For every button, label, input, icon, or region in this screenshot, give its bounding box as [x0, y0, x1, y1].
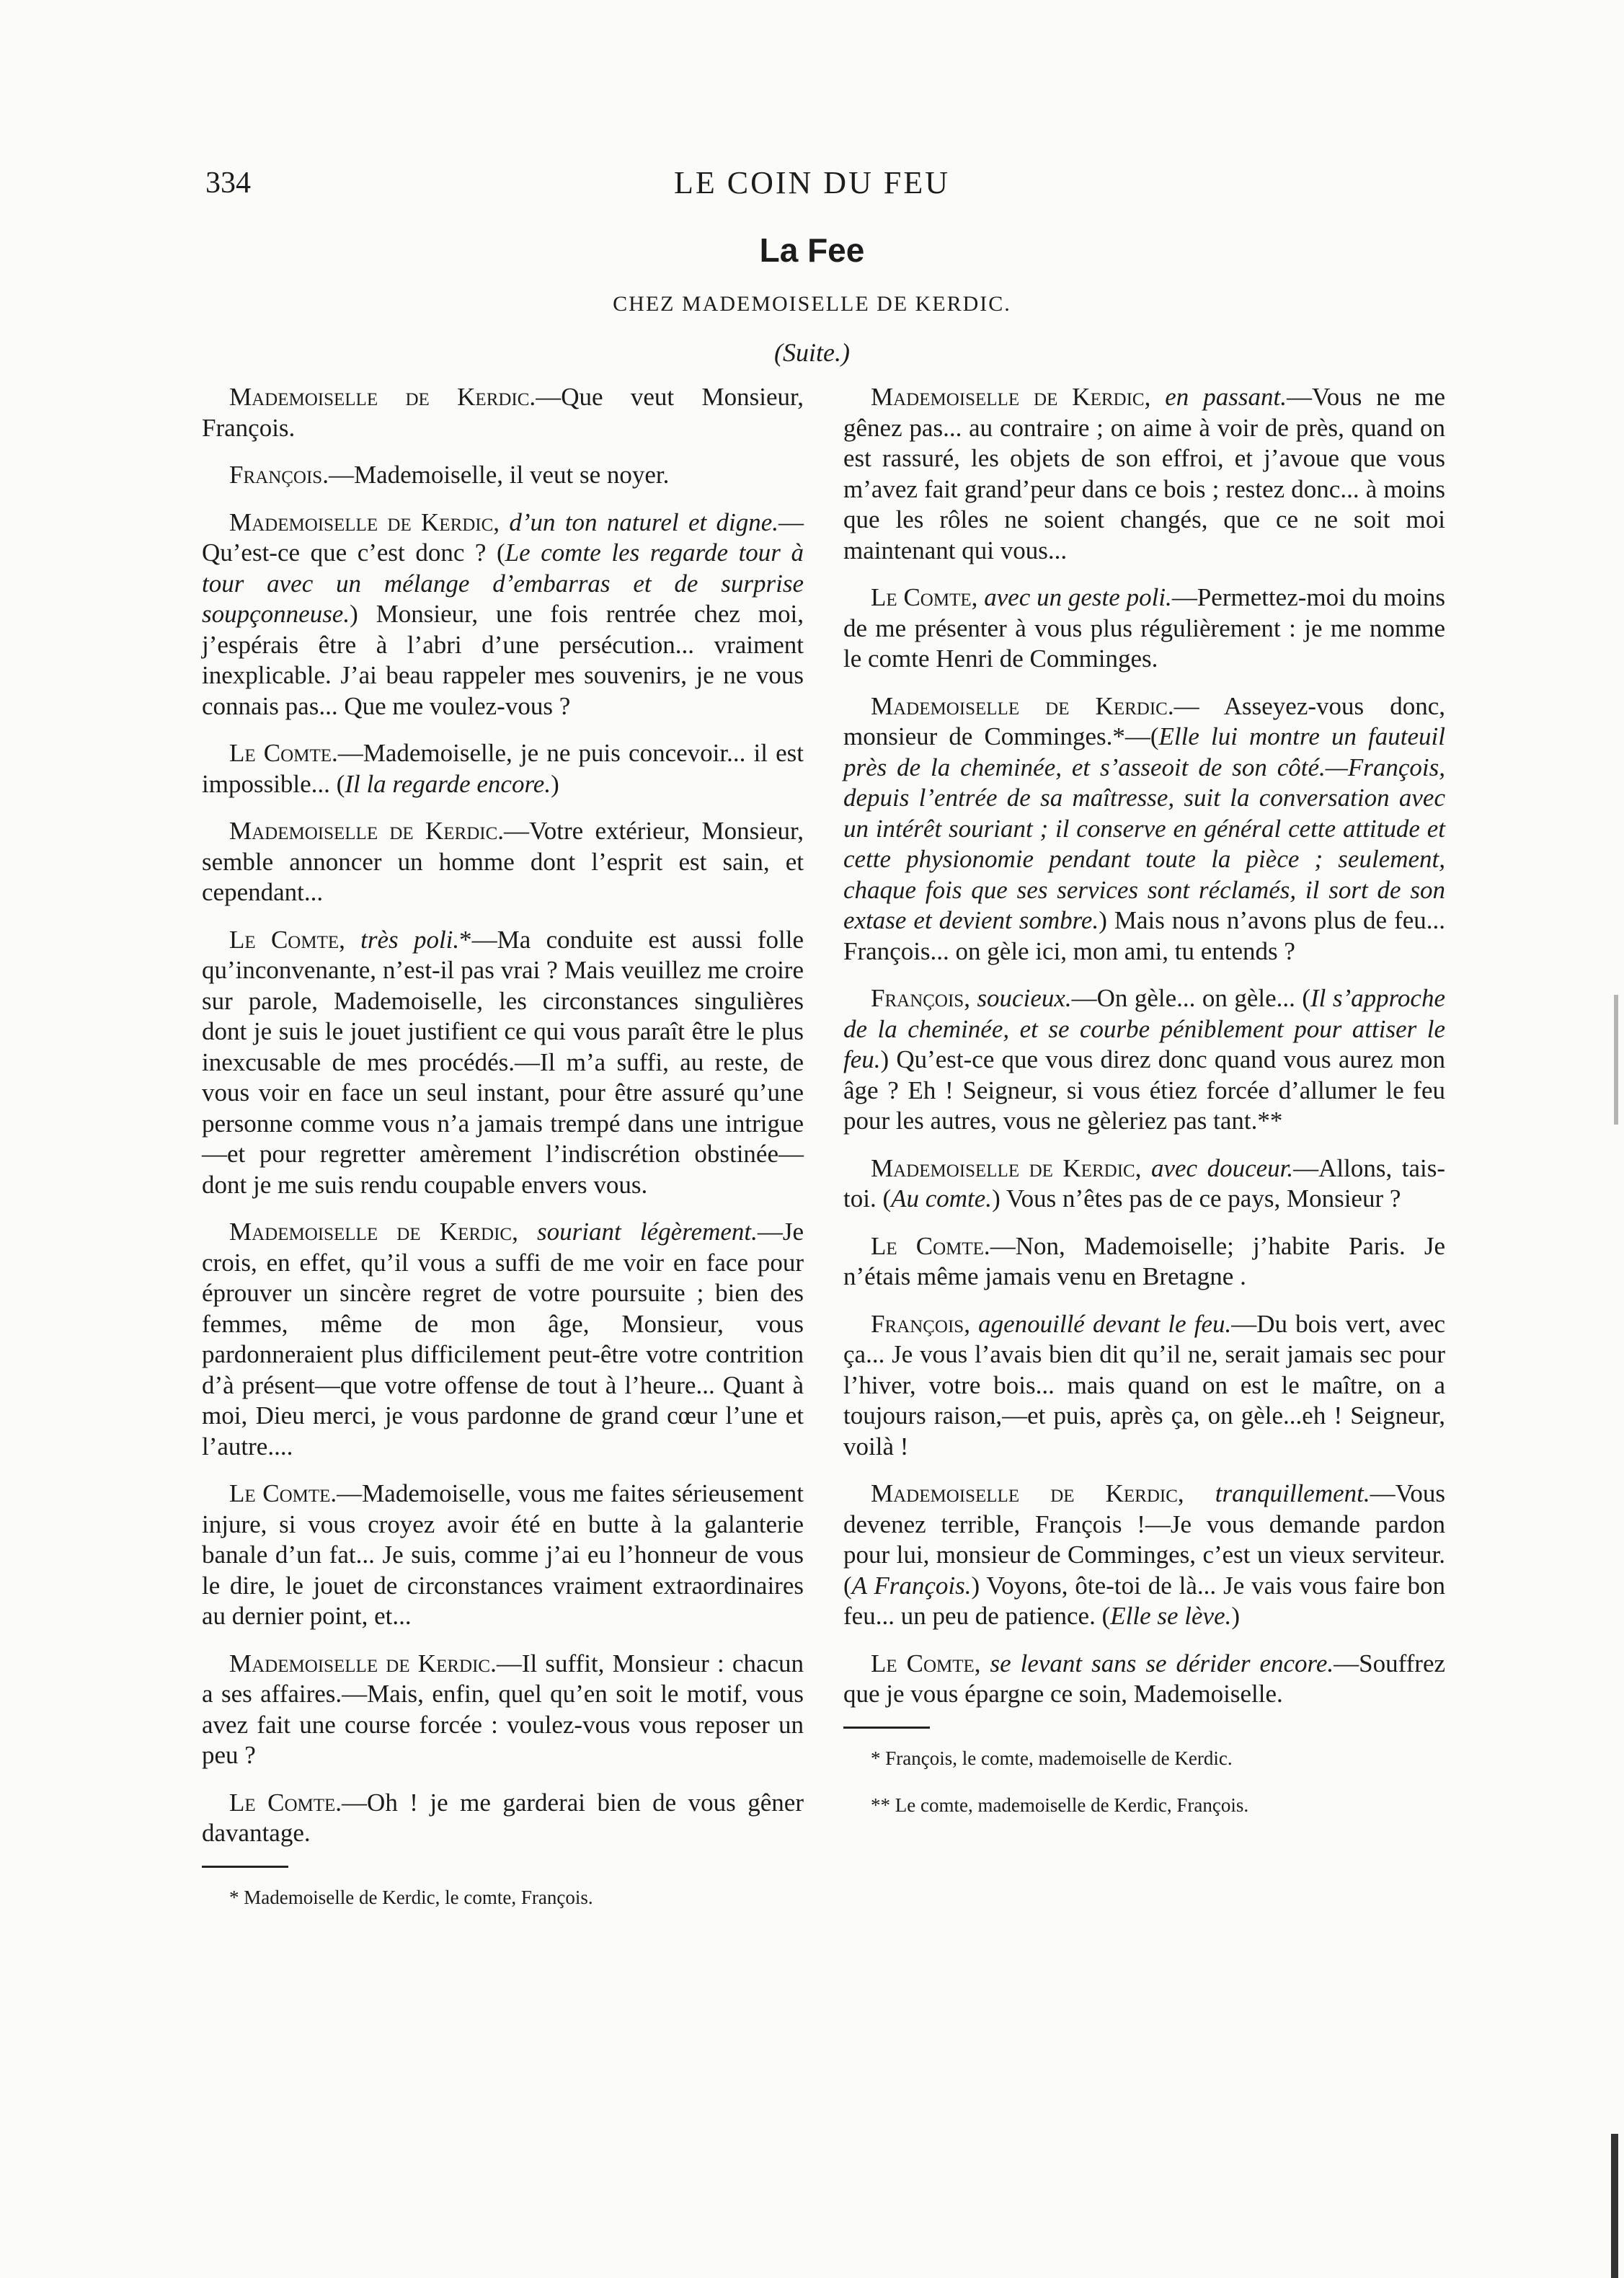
speaker-name: Le Comte.	[229, 739, 338, 767]
dialogue-text: —Qu’est-ce que c’est donc ? (	[202, 508, 804, 567]
dialogue-paragraph	[843, 1649, 1445, 1710]
speaker-name: Mademoiselle de Kerdic.	[229, 1649, 497, 1678]
dialogue-text: ) Vous n’êtes pas de ce pays, Monsieur ?	[992, 1184, 1401, 1213]
dialogue-paragraph	[843, 1309, 1445, 1463]
left-column-text	[202, 382, 804, 1849]
dialogue-text: —Que veut Monsieur, François.	[202, 383, 804, 442]
footnote: ** Le comte, mademoiselle de Kerdic, François.	[871, 1794, 1249, 1816]
continuation-note: (Suite.)	[774, 338, 850, 367]
dialogue-text: ) Mais nous n’avons plus de feu... François... on gèle ici, mon ami, tu entends ?	[843, 906, 1446, 965]
dialogue-text	[1141, 1154, 1151, 1182]
dialogue-paragraph	[202, 1479, 804, 1632]
footnote: * François, le comte, mademoiselle de Kerdic.	[871, 1747, 1233, 1769]
dialogue-text	[518, 1218, 537, 1246]
dialogue-text: —Non, Mademoiselle; j’habite Paris. Je n’étais même jamais venu en Bretagne .	[843, 1231, 1445, 1290]
right-column-text	[843, 382, 1445, 1710]
speaker-name: Mademoiselle de Kerdic.	[871, 691, 1174, 720]
footnote-rule	[843, 1727, 930, 1729]
stage-direction: avec douceur.	[1150, 1153, 1294, 1182]
dialogue-text: —Votre extérieur, Monsieur, semble annoncer un homme dont l’esprit est sain, et cependant...	[202, 817, 804, 906]
dialogue-paragraph	[202, 816, 804, 908]
speaker-name: Mademoiselle de Kerdic.	[229, 817, 505, 845]
stage-direction: souriant légèrement.	[537, 1218, 758, 1246]
page-number: 334	[205, 167, 251, 200]
right-column-footnotes	[843, 1743, 1445, 1820]
dialogue-paragraph	[843, 582, 1445, 675]
dialogue-paragraph	[202, 738, 804, 799]
left-column-footnotes	[202, 1882, 804, 1913]
dialogue-text	[977, 583, 984, 611]
speaker-name: Le Comte.	[229, 1788, 342, 1817]
dialogue-text: ) Monsieur, une fois rentrée chez moi, j’espérais être à l’abri d’une persécution... vraiment inexplicable. J’ai beau rappeler mes souvenirs, je ne vous connais pas... Que me voulez-vous ?	[202, 600, 804, 720]
dialogue-paragraph	[843, 1231, 1445, 1293]
stage-direction: d’un ton naturel et digne.	[509, 508, 779, 536]
dialogue-text: —Oh ! je me garderai bien de vous gêner davantage.	[202, 1788, 804, 1847]
dialogue-paragraph	[202, 508, 804, 722]
stage-direction: Elle se lève.	[1110, 1602, 1232, 1630]
dialogue-paragraph	[202, 1649, 804, 1771]
stage-direction: Il s’approche de la cheminée, et se courbe péniblement pour attiser le feu.	[843, 984, 1446, 1073]
stage-direction: agenouillé devant le feu.	[978, 1309, 1232, 1338]
stage-direction: tranquillement.	[1215, 1479, 1370, 1507]
dialogue-text: ) Qu’est-ce que vous direz donc quand vous aurez mon âge ? Eh ! Seigneur, si vous étiez forcée d’allumer le feu pour les autres, vous ne gèleriez pas tant.**	[843, 1045, 1445, 1135]
dialogue-paragraph	[843, 1153, 1445, 1215]
dialogue-text	[970, 1310, 978, 1338]
right-column	[843, 382, 1445, 1837]
speaker-name: Le Comte,	[871, 583, 978, 611]
dialogue-text: ) Voyons, ôte-toi de là... Je vais vous faire bon feu... un peu de patience. (	[843, 1571, 1445, 1630]
dialogue-paragraph	[202, 382, 804, 443]
dialogue-text	[1184, 1479, 1215, 1507]
dialogue-text: —Vous ne me gênez pas... au contraire ; on aime à voir de près, quand on est rassuré, les objets de son effroi, et j’avoue que vous m’avez fait grand’peur dans ce bois ; restez donc... à moins que les rôles ne soient changés, que ce ne soit moi maintenant qui vous...	[843, 383, 1446, 564]
dialogue-text: *—Ma conduite est aussi folle qu’inconvenante, n’est-il pas vrai ? Mais veuillez me croire sur parole, Mademoiselle, les circonstances singulières dont je suis le jouet justifient ce qui vous paraît être le plus inexcusable de mes procédés.—Il m’a suffi, au reste, de vous voir en face un seul instant, pour être assuré qu’une personne comme vous n’a jamais trempé dans une intrigue—et pour regretter amèrement l’indiscrétion obstinée—dont je me suis rendu coupable envers vous.	[202, 925, 804, 1199]
speaker-name: François.	[229, 461, 329, 489]
article-subtitle: CHEZ MADEMOISELLE DE KERDIC.	[613, 292, 1011, 316]
dialogue-text: —Du bois vert, avec ça... Je vous l’avais bien dit qu’il ne, serait jamais sec pour l’hiver, votre bois... mais quand on est le maître, on a toujours raison,—et puis, après ça, on gèle...eh ! Seigneur, voilà !	[843, 1309, 1446, 1461]
article-title: La Fee	[759, 231, 865, 269]
page-edge-mark	[1614, 995, 1618, 1125]
dialogue-paragraph	[843, 1479, 1445, 1632]
stage-direction: Le comte les regarde tour à tour avec un mélange d’embarras et de surprise soupçonneuse.	[202, 539, 804, 628]
speaker-name: Mademoiselle de Kerdic,	[229, 1218, 518, 1246]
stage-direction: en passant.	[1165, 383, 1287, 411]
dialogue-text: —Allons, tais-toi. (	[843, 1153, 1446, 1213]
stage-direction: se levant sans se dérider encore.	[990, 1649, 1334, 1678]
stage-direction: Il la regarde encore.	[345, 769, 551, 798]
speaker-name: Le Comte.	[229, 1479, 337, 1507]
dialogue-text: —Mademoiselle, il veut se noyer.	[328, 461, 670, 489]
dialogue-paragraph	[202, 1788, 804, 1849]
dialogue-paragraph	[202, 1217, 804, 1462]
speaker-name: Le Comte.	[871, 1231, 990, 1260]
speaker-name: François,	[871, 1309, 970, 1338]
page-edge-mark	[1611, 2134, 1618, 2278]
left-column	[202, 382, 804, 1929]
dialogue-text: —Mademoiselle, vous me faites sérieusement injure, si vous croyez avoir été en butte à la galanterie banale d’un fat... Je suis, comme j’ai eu l’honneur de vous le dire, le jouet de circonstances vraiment extraordinaires au dernier point, et...	[202, 1479, 804, 1630]
dialogue-paragraph	[202, 460, 804, 491]
dialogue-text: —Vous devenez terrible, François !—Je vous demande pardon pour lui, monsieur de Comminges, c’est un vieux serviteur. (	[843, 1479, 1445, 1600]
dialogue-text: —Il suffit, Monsieur : chacun a ses affaires.—Mais, enfin, quel qu’en soit le motif, vous avez fait une course forcée : voulez-vous vous reposer un peu ?	[202, 1649, 804, 1769]
dialogue-paragraph	[843, 382, 1445, 566]
speaker-name: Mademoiselle de Kerdic,	[229, 508, 500, 536]
speaker-name: Mademoiselle de Kerdic.	[229, 383, 536, 411]
speaker-name: Mademoiselle de Kerdic,	[871, 1479, 1184, 1507]
dialogue-paragraph	[843, 691, 1445, 967]
dialogue-text	[981, 1649, 990, 1678]
dialogue-text: —Souffrez que je vous épargne ce soin, Mademoiselle.	[843, 1649, 1446, 1708]
stage-direction: Au comte.	[891, 1184, 993, 1213]
stage-direction: A François.	[851, 1571, 972, 1600]
dialogue-text: )	[551, 769, 559, 798]
stage-direction: très poli.	[360, 925, 460, 954]
dialogue-text: —Je crois, en effet, qu’il vous a suffi de me voir en face pour éprouver un sincère regret de votre poursuite ; bien des femmes, même de mon âge, Monsieur, vous pardonneraient plus difficilement peut-être votre contrition d’à présent—que votre offense de tout à l’heure... Quant à moi, Dieu merci, je vous pardonne de grand cœur l’une et l’autre....	[202, 1218, 804, 1461]
speaker-name: François,	[871, 984, 970, 1012]
dialogue-paragraph	[843, 983, 1445, 1137]
dialogue-text: — Asseyez-vous donc, monsieur de Comminges.*—(	[843, 691, 1445, 750]
stage-direction: avec un geste poli.	[984, 583, 1172, 611]
running-title: LE COIN DU FEU	[674, 165, 950, 200]
speaker-name: Le Comte,	[871, 1649, 981, 1678]
dialogue-paragraph	[202, 925, 804, 1201]
dialogue-text	[500, 508, 509, 536]
stage-direction: Elle lui montre un fauteuil près de la cheminée, et s’asseoit de son côté.—François, depuis l’entrée de sa maîtresse, suit la conversation avec un intérêt souriant ; il conserve en général cette attitude et cette physionomie pendant toute la pièce ; seulement, chaque fois que ses services sont réclamés, il sort de son extase et devient sombre.	[843, 722, 1445, 934]
stage-direction: soucieux.	[977, 984, 1072, 1012]
dialogue-text	[1150, 383, 1165, 411]
dialogue-text: —Permettez-moi du moins de me présenter à vous plus régulièrement : je me nomme le comte Henri de Comminges.	[843, 583, 1446, 673]
footnote: * Mademoiselle de Kerdic, le comte, François.	[229, 1886, 593, 1908]
footnote-rule	[202, 1866, 288, 1868]
dialogue-text: —Mademoiselle, je ne puis concevoir... il est impossible... (	[202, 739, 804, 798]
dialogue-text	[345, 926, 360, 954]
speaker-name: Mademoiselle de Kerdic,	[871, 383, 1151, 411]
dialogue-text: —On gèle... on gèle... (	[1071, 984, 1310, 1012]
dialogue-text: )	[1231, 1602, 1241, 1630]
speaker-name: Le Comte,	[229, 925, 345, 954]
speaker-name: Mademoiselle de Kerdic,	[871, 1153, 1142, 1182]
